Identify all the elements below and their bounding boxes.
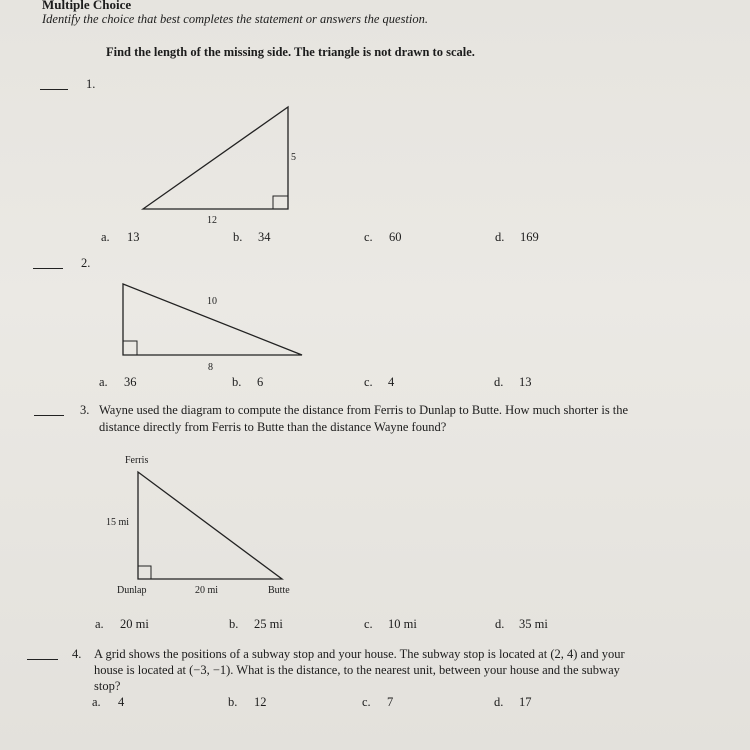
label-q2-horizontal: 8 [208,362,213,373]
question-number-q2: 2. [81,256,91,270]
label-q2-hypotenuse: 10 [207,296,217,307]
label-q3-top: Ferris [125,455,149,466]
choice-value: 17 [519,695,532,709]
choice-value: 4 [118,695,125,709]
choice-letter: a. [95,617,104,631]
answer-blank-q4[interactable] [27,659,58,660]
section-title: Multiple Choice [42,0,132,12]
choice-letter: c. [364,230,373,244]
choice-letter: c. [362,695,371,709]
answer-blank-q2[interactable] [33,268,63,269]
choice-letter: c. [364,617,373,631]
choice-letter: d. [494,375,504,389]
answer-blank-q3[interactable] [34,415,64,416]
question-text-q4-line3: stop? [94,679,121,693]
question-number-q3: 3. [80,403,90,417]
label-q3-vertical: 15 mi [106,517,130,528]
choice-value: 13 [127,230,140,244]
choice-value: 4 [388,375,395,389]
choice-value: 20 mi [120,617,149,631]
choice-value: 12 [254,695,267,709]
directions-text: Find the length of the missing side. The triangle is not drawn to scale. [106,45,475,59]
question-text-q4-line1: A grid shows the positions of a subway stop and your house. The subway stop is located at (2, 4) and your [94,647,625,661]
choice-value: 35 mi [519,617,548,631]
label-q3-corner: Dunlap [117,585,147,596]
question-number-q4: 4. [72,647,82,661]
answer-blank-q1[interactable] [40,89,68,90]
triangle-q2 [123,284,302,355]
choice-letter: a. [101,230,110,244]
choice-value: 25 mi [254,617,283,631]
choice-letter: d. [494,695,504,709]
label-q1-horizontal: 12 [207,215,217,226]
choice-letter: b. [228,695,238,709]
label-q1-vertical: 5 [291,152,296,163]
label-q3-horizontal: 20 mi [195,585,219,596]
choice-letter: d. [495,617,505,631]
choice-value: 10 mi [388,617,417,631]
choice-value: 36 [124,375,137,389]
choice-letter: b. [229,617,239,631]
choice-value: 169 [520,230,539,244]
label-q3-right: Butte [268,585,290,596]
choice-value: 34 [258,230,271,244]
choice-letter: d. [495,230,505,244]
choice-value: 7 [387,695,394,709]
question-text-q3-line1: Wayne used the diagram to compute the distance from Ferris to Dunlap to Butte. How much shorter is the [99,403,629,417]
instruction-text: Identify the choice that best completes the statement or answers the question. [42,12,429,26]
triangle-q3 [138,472,282,579]
choice-letter: a. [92,695,101,709]
question-text-q3-line2: distance directly from Ferris to Butte than the distance Wayne found? [99,420,447,434]
choice-value: 13 [519,375,532,389]
question-text-q4-line2: house is located at (−3, −1). What is the distance, to the nearest unit, between your house and the subway [94,663,620,677]
triangle-q1 [143,107,288,209]
choice-letter: b. [232,375,242,389]
choice-letter: b. [233,230,243,244]
choice-value: 60 [389,230,402,244]
choice-value: 6 [257,375,264,389]
choice-letter: a. [99,375,108,389]
question-number-q1: 1. [86,77,96,91]
choice-letter: c. [364,375,373,389]
